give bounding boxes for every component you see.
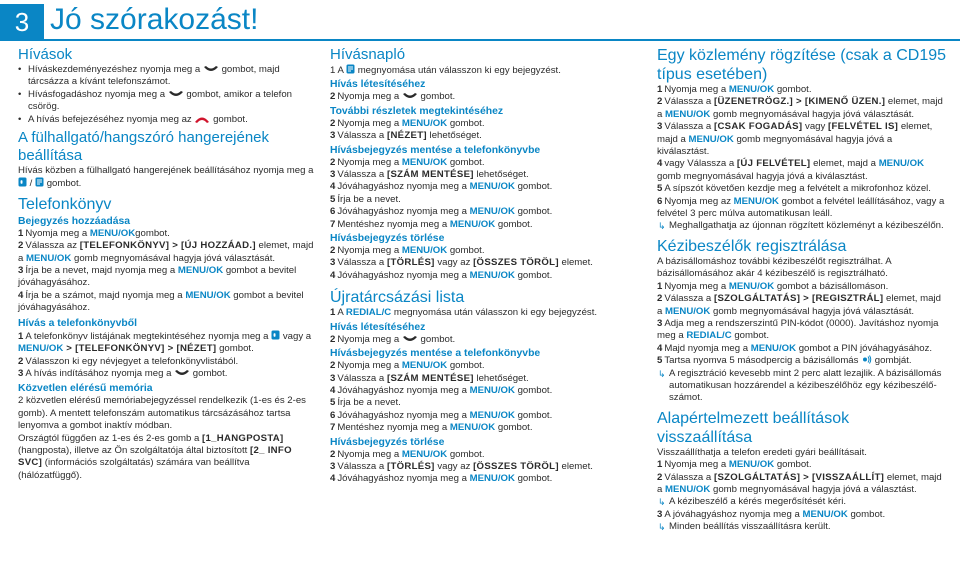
paragraph: A bázisállomáshoz további kézibeszélőt regisztrálhat. A bázisállomásához akár 4 kézibeszélő is regisztrálható. bbox=[657, 255, 892, 280]
subsection-title: További részletek megtekintéséhez bbox=[330, 105, 504, 117]
section-title-kezibeszelok: Kézibeszélők regisztrálása bbox=[657, 237, 847, 255]
subsection-title: Hívás a telefonkönyvből bbox=[18, 317, 137, 329]
step: 7 Mentéshez nyomja meg a MENU/OK gombot. bbox=[330, 422, 533, 434]
step: 2 Nyomja meg a MENU/OK gombot. bbox=[330, 245, 485, 257]
section-title-hivasok: Hívások bbox=[18, 46, 73, 63]
section-title-alapertelmezett: Alapértelmezett beállítások visszaállítása bbox=[657, 409, 850, 446]
step: 1 A megnyomása után válasszon ki egy bejegyzést. bbox=[330, 65, 561, 76]
step: 2 Válassza a [SZOLGÁLTATÁS] > [REGISZTRÁL] elemet, majd a MENU/OK gomb megnyomásával hagyja jóvá választását. bbox=[657, 293, 941, 317]
step: 3 Válassza a [TÖRLÉS] vagy az [ÖSSZES TÖRÖL] elemet. bbox=[330, 257, 593, 269]
subsection-title: Hívásbejegyzés mentése a telefonkönyvbe bbox=[330, 144, 541, 156]
step: 3 Válassza a [TÖRLÉS] vagy az [ÖSSZES TÖRÖL] elemet. bbox=[330, 460, 593, 472]
result-note: ↳ Minden beállítás visszaállításra került. bbox=[657, 521, 947, 533]
phonebook-icon bbox=[271, 330, 280, 340]
call-icon bbox=[203, 66, 219, 73]
step: 2 Nyomja meg a gombot. bbox=[330, 91, 456, 103]
step: 3 Adja meg a rendszerszintű PIN-kódot (0000). Javításhoz nyomja meg a REDIAL/C gombot. bbox=[657, 317, 939, 342]
step: 2 Nyomja meg a MENU/OK gombot. bbox=[330, 360, 485, 372]
step: 3 A hívás indításához nyomja meg a gombot. bbox=[18, 367, 228, 379]
bullet-item: • Híváskezdeményezéshez nyomja meg a gombot, majd tárcsázza a kívánt telefonszámot. bbox=[18, 64, 316, 89]
log-icon bbox=[35, 177, 44, 187]
call-icon bbox=[174, 370, 190, 377]
result-note: ↳ A regisztráció kevesebb mint 2 perc alatt lezajlik. A bázisállomás automatikusan hozzárendel a kézibeszélőhöz egy kézibeszélő-számot. bbox=[657, 368, 947, 405]
section-title-volume: A fülhallgató/hangszóró hangerejének beállítása bbox=[18, 129, 270, 165]
header-rule bbox=[0, 39, 960, 41]
step: 5 A sípszót követően kezdje meg a felvételt a mikrofonhoz közel. bbox=[657, 183, 931, 195]
step: 5 Írja be a nevet. bbox=[330, 397, 401, 409]
step: 3 Írja be a nevet, majd nyomja meg a MENU/OK gombot a bevitel jóváhagyásához. bbox=[18, 265, 297, 289]
step: 1 Nyomja meg a MENU/OK gombot. bbox=[657, 84, 812, 95]
end-call-icon bbox=[194, 115, 210, 123]
subsection-title: Hívásbejegyzés törlése bbox=[330, 233, 445, 245]
subsection-title: Közvetlen elérésű memória bbox=[18, 383, 153, 395]
step: 2 Nyomja meg a MENU/OK gombot. bbox=[330, 156, 485, 168]
paging-icon bbox=[861, 355, 872, 364]
step: 1 A telefonkönyv listájának megtekintéséhez nyomja meg a vagy a MENU/OK > [TELEFONKÖNYV] > [NÉZET] gombot. bbox=[18, 330, 312, 355]
step: 3 Válassza a [SZÁM MENTÉSE] lehetőséget. bbox=[330, 372, 529, 384]
step: 1 A REDIAL/C megnyomása után válasszon ki egy bejegyzést. bbox=[330, 307, 598, 319]
subsection-title: Bejegyzés hozzáadása bbox=[18, 215, 131, 227]
call-icon bbox=[402, 93, 418, 100]
step: 3 Válassza a [NÉZET] lehetőséget. bbox=[330, 130, 482, 142]
volume-text: Hívás közben a fülhallgató hangerejének beállításához nyomja meg a / gombot. bbox=[18, 165, 314, 190]
step: 5 Írja be a nevet. bbox=[330, 193, 401, 205]
step: 5 Tartsa nyomva 5 másodpercig a bázisállomás gombját. bbox=[657, 355, 912, 367]
column-1 bbox=[18, 46, 316, 482]
subsection-title: Hívásbejegyzés törlése bbox=[330, 436, 445, 448]
call-icon bbox=[168, 91, 184, 98]
result-note: ↳ Meghallgathatja az újonnan rögzített közleményt a kézibeszélőn. bbox=[657, 220, 947, 232]
paragraph: Országtól függően az 1-es és 2-es gomb a [1_HANGPOSTA] (hangposta), illetve az Ön szolgáltatója által biztosított [2_ INFO SVC] (információs szolgáltatás) számára van beállítva (hálózatfüggő). bbox=[18, 432, 292, 481]
paragraph: 2 közvetlen elérésű memóriabejegyzéssel rendelkezik (1-es és 2-es gomb). A mentett telefonszám automatikus tárcsázásához tartsa lenyomva a gombot inaktív módban. bbox=[18, 395, 306, 432]
bullet-item: • A hívás befejezéséhez nyomja meg az gombot. bbox=[18, 114, 316, 126]
step: 2 Válasszon ki egy névjegyet a telefonkönyvlistából. bbox=[18, 355, 239, 367]
section-title-rogzites: Egy közlemény rögzítése (csak a CD195 típus esetében) bbox=[657, 47, 947, 83]
section-title-telefonkonyv: Telefonkönyv bbox=[18, 195, 112, 213]
step: 4 Jóváhagyáshoz nyomja meg a MENU/OK gombot. bbox=[330, 473, 553, 485]
step: 1 Nyomja meg a MENU/OKgombot. bbox=[18, 227, 170, 239]
step: 4 Jóváhagyáshoz nyomja meg a MENU/OK gombot. bbox=[330, 384, 553, 396]
subsection-title: Hívásbejegyzés mentése a telefonkönyvbe bbox=[330, 348, 541, 360]
paragraph: Visszaállíthatja a telefon eredeti gyári beállításait. bbox=[657, 446, 867, 458]
column-3 bbox=[657, 46, 947, 534]
chapter-number: 3 bbox=[0, 4, 44, 40]
section-title-hivasnaplo: Hívásnapló bbox=[330, 46, 406, 63]
step: 4 Jóváhagyáshoz nyomja meg a MENU/OK gombot. bbox=[330, 269, 553, 281]
step: 1 Nyomja meg a MENU/OK gombot. bbox=[657, 459, 812, 471]
step: 1 Nyomja meg a MENU/OK gombot a bázisállomáson. bbox=[657, 280, 889, 292]
step: 2 Nyomja meg a MENU/OK gombot. bbox=[330, 117, 485, 129]
step: 2 Válassza a [ÜZENETRÖGZ.] > [KIMENŐ ÜZEN.] elemet, majd a MENU/OK gomb megnyomásával hagyja jóvá választását. bbox=[657, 96, 943, 120]
log-icon bbox=[346, 64, 355, 74]
step: 6 Jóváhagyáshoz nyomja meg a MENU/OK gombot. bbox=[330, 206, 553, 218]
step: 4 vagy Válassza a [ÚJ FELVÉTEL] elemet, majd a MENU/OK gomb megnyomásával hagyja jóvá a kiválasztást. bbox=[657, 158, 924, 182]
step: 6 Nyomja meg az MENU/OK gombot a felvétel leállításához, vagy a felvétel 3 perc múlva automatikusan leáll. bbox=[657, 195, 945, 220]
step: 2 Válassza az [TELEFONKÖNYV] > [ÚJ HOZZÁAD.] elemet, majd a MENU/OK gomb megnyomásával hagyja jóvá választását. bbox=[18, 240, 314, 264]
step: 7 Mentéshez nyomja meg a MENU/OK gombot. bbox=[330, 218, 533, 230]
step: 2 Válassza a [SZOLGÁLTATÁS] > [VISSZAÁLLÍT] elemet, majd a MENU/OK gomb megnyomásával hagyja jóvá a választást. bbox=[657, 471, 942, 495]
step: 6 Jóváhagyáshoz nyomja meg a MENU/OK gombot. bbox=[330, 409, 553, 421]
column-2 bbox=[330, 46, 630, 486]
subsection-title: Hívás létesítéséhez bbox=[330, 321, 426, 333]
phonebook-icon bbox=[18, 177, 27, 187]
call-icon bbox=[402, 336, 418, 343]
step: 4 Jóváhagyáshoz nyomja meg a MENU/OK gombot. bbox=[330, 181, 553, 193]
step: 3 Válassza a [SZÁM MENTÉSE] lehetőséget. bbox=[330, 169, 529, 181]
step: 4 Majd nyomja meg a MENU/OK gombot a PIN jóváhagyásához. bbox=[657, 342, 933, 354]
section-title-ujratarcsazas: Újratárcsázási lista bbox=[330, 289, 465, 307]
page-header bbox=[0, 0, 960, 40]
chapter-title: Jó szórakozást! bbox=[50, 3, 259, 36]
step: 2 Nyomja meg a MENU/OK gombot. bbox=[330, 448, 485, 460]
step: 3 A jóváhagyáshoz nyomja meg a MENU/OK gombot. bbox=[657, 508, 886, 520]
bullet-item: • Hívásfogadáshoz nyomja meg a gombot, amikor a telefon csörög. bbox=[18, 89, 316, 114]
step: 3 Válassza a [CSAK FOGADÁS] vagy [FELVÉTEL IS] elemet, majd a MENU/OK gomb megnyomásával hagyja jóvá a kiválasztást. bbox=[657, 121, 933, 158]
step: 4 Írja be a számot, majd nyomja meg a MENU/OK gombot a bevitel jóváhagyásához. bbox=[18, 289, 304, 314]
result-note: ↳ A kézibeszélő a kérés megerősítését kéri. bbox=[657, 496, 947, 508]
subsection-title: Hívás létesítéséhez bbox=[330, 79, 426, 91]
step: 2 Nyomja meg a gombot. bbox=[330, 333, 456, 345]
